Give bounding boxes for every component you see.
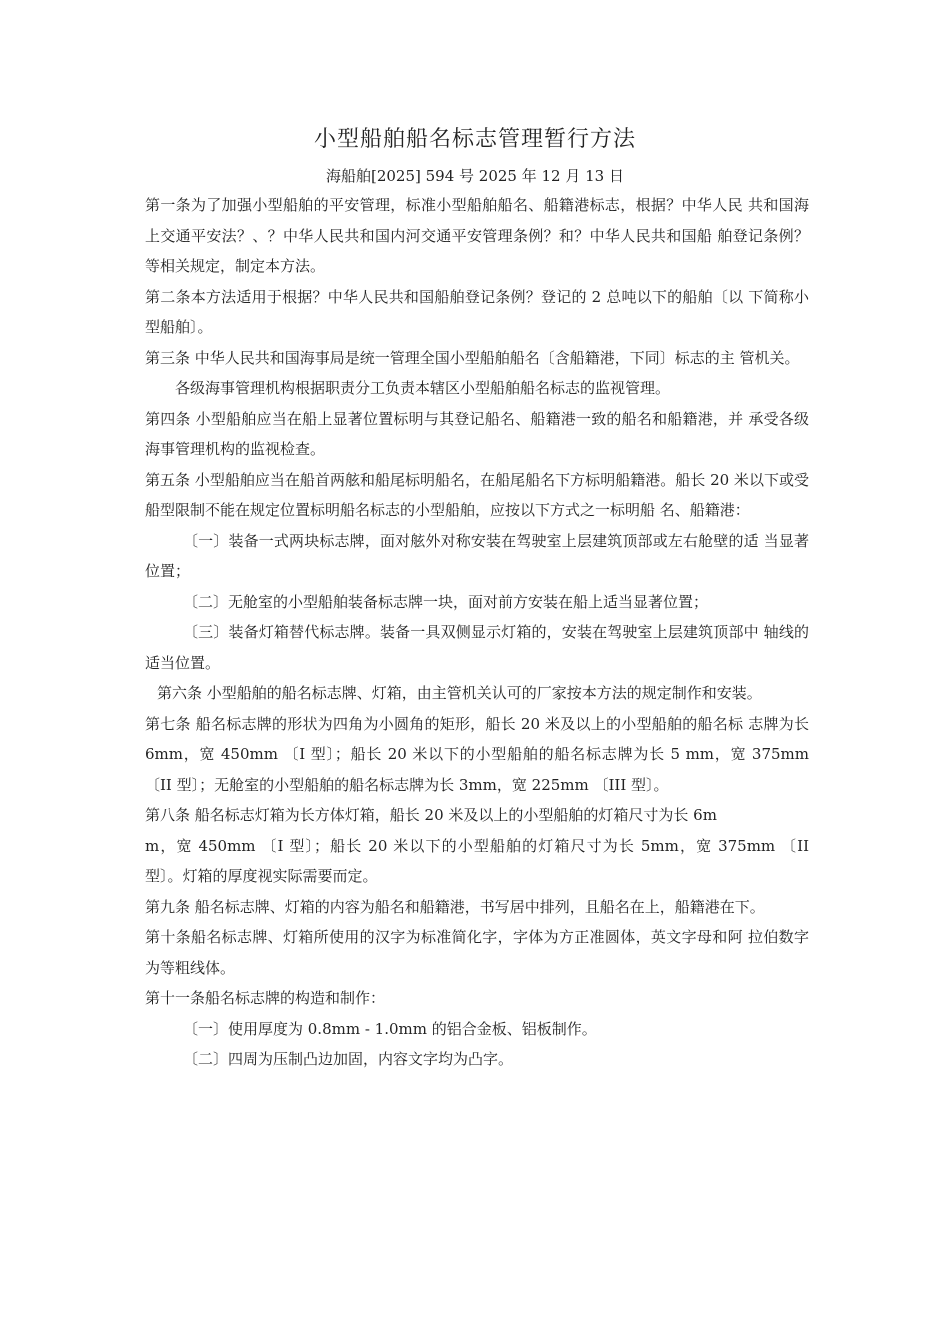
paragraph-article-9: 第九条 船名标志牌、灯箱的内容为船名和船籍港，书写居中排列，且船名在上，船籍港在下。: [145, 897, 765, 916]
paragraph-article-6: 第六条 小型船舶的船名标志牌、灯箱，由主管机关认可的厂家按本方法的规定制作和安装。: [157, 684, 762, 702]
document-title: 小型船舶船名标志管理暂行方法: [313, 127, 636, 152]
paragraph-article-10: 第十条船名标志牌、灯箱所使用的汉字为标准简化字，字体为方正准圆体，英文字母和阿 拉伯数字为等粗线体。: [145, 928, 809, 977]
paragraph-article-3-detail: 各级海事管理机构根据职责分工负责本辖区小型船舶船名标志的监视管理。: [175, 379, 671, 397]
paragraph-article-11-item-1: 〔一〕使用厚度为 0.8mm - 1.0mm 的铝合金板、铝板制作。: [183, 1019, 597, 1038]
paragraph-article-5: 第五条 小型船舶应当在船首两舷和船尾标明船名，在船尾船名下方标明船籍港。船长 20 米以下或受船型限制不能在规定位置标明船名标志的小型船舶，应按以下方式之一标明船 名、船籍港：: [145, 470, 809, 519]
document-body: [145, 190, 809, 1075]
paragraph-article-5-item-3: 〔三〕装备灯箱替代标志牌。装备一具双侧显示灯箱的，安装在驾驶室上层建筑顶部中 轴线的适当位置。: [145, 623, 809, 672]
paragraph-article-1: 第一条为了加强小型船舶的平安管理，标准小型船舶船名、船籍港标志，根据？中华人民 共和国海上交通平安法？、？中华人民共和国内河交通平安管理条例？和？中华人民共和国船 舶登记条例？等相关规定，制定本方法。: [145, 196, 809, 275]
paragraph-article-2: 第二条本方法适用于根据？中华人民共和国船舶登记条例？登记的 2 总吨以下的船舶〔以 下简称小型船舶〕。: [145, 287, 809, 336]
paragraph-article-7: 第七条 船名标志牌的形状为四角为小圆角的矩形，船长 20 米及以上的小型船舶的船名标 志牌为长 6mm，宽 450mm 〔I 型〕；船长 20 米以下的小型船舶的船名标志牌为长 5 mm，宽 375mm 〔II 型〕；无舱室的小型船舶的船名标志牌为长 3mm，宽 225mm 〔III 型〕。: [145, 714, 809, 794]
paragraph-article-11: 第十一条船名标志牌的构造和制作：: [145, 989, 386, 1007]
paragraph-article-5-item-1: 〔一〕装备一式两块标志牌，面对舷外对称安装在驾驶室上层建筑顶部或左右舱壁的适 当显著位置；: [145, 531, 809, 580]
document-subtitle: 海船舶[2025] 594 号 2025 年 12 月 13 日: [325, 167, 624, 185]
paragraph-article-5-item-2: 〔二〕无舱室的小型船舶装备标志牌一块，面对前方安装在船上适当显著位置；: [183, 592, 709, 611]
paragraph-article-8-continued: m，宽 450mm 〔I 型〕；船长 20 米以下的小型船舶的灯箱尺寸为长 5mm，宽 375mm 〔II 型〕。灯箱的厚度视实际需要而定。: [145, 836, 809, 885]
paragraph-article-8: 第八条 船名标志灯箱为长方体灯箱，船长 20 米及以上的小型船舶的灯箱尺寸为长 6m: [145, 806, 717, 824]
paragraph-article-3: 第三条 中华人民共和国海事局是统一管理全国小型船舶船名〔含船籍港，下同〕标志的主 管机关。: [145, 348, 800, 367]
paragraph-article-4: 第四条 小型船舶应当在船上显著位置标明与其登记船名、船籍港一致的船名和船籍港，并 承受各级海事管理机构的监视检查。: [145, 409, 809, 458]
paragraph-article-11-item-2: 〔二〕四周为压制凸边加固，内容文字均为凸字。: [183, 1050, 514, 1068]
